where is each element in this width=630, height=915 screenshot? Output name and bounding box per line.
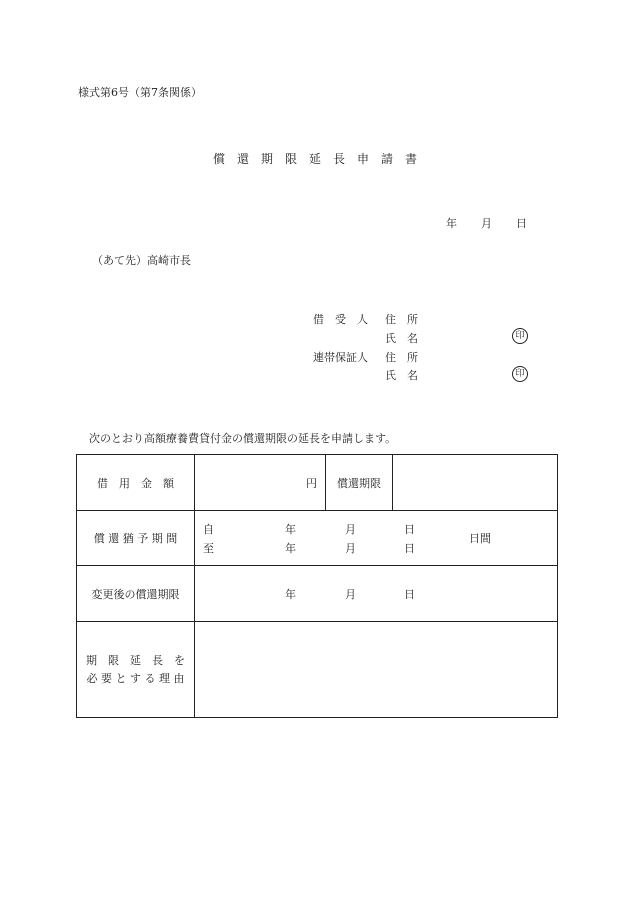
new-deadline-label: 変更後の償還期限	[77, 566, 195, 622]
loan-amount-field[interactable]	[195, 455, 326, 511]
borrower-name-label: 氏 名	[385, 332, 418, 345]
date-year: 年	[446, 217, 457, 230]
to-year: 年	[285, 542, 296, 555]
table-row-new-deadline	[77, 566, 558, 622]
grace-period-label: 償 還 猶 予 期 間	[77, 511, 195, 566]
borrower-address-label: 住 所	[385, 313, 418, 326]
document-title: 償 還 期 限 延 長 申 請 書	[213, 152, 418, 166]
repayment-deadline-label: 償還期限	[326, 455, 393, 511]
to-month: 月	[345, 542, 356, 555]
guarantor-seal-icon: 印	[512, 366, 528, 382]
from-month: 月	[345, 523, 356, 536]
date-month: 月	[481, 217, 492, 230]
reason-field[interactable]	[195, 622, 558, 718]
table-row-grace-period	[77, 511, 558, 566]
reason-label-line-1: 期 限 延 長 を	[86, 653, 185, 667]
grace-period-field[interactable]	[195, 511, 558, 566]
table-row-loan-amount	[77, 455, 558, 511]
new-deadline-month: 月	[345, 588, 356, 601]
application-table	[76, 454, 558, 718]
new-deadline-day: 日	[404, 588, 415, 601]
from-day: 日	[404, 523, 415, 536]
from-label: 自	[203, 523, 214, 536]
guarantor-address-label: 住 所	[385, 351, 418, 364]
guarantor-name-label: 氏 名	[385, 369, 418, 382]
days-count-label: 日間	[469, 532, 491, 545]
from-year: 年	[285, 523, 296, 536]
to-label: 至	[203, 542, 214, 555]
yen-unit: 円	[306, 477, 317, 490]
borrower-role: 借 受 人	[313, 313, 368, 326]
guarantor-role: 連帯保証人	[313, 351, 368, 364]
intro-text: 次のとおり高額療養費貸付金の償還期限の延長を申請します。	[89, 432, 397, 445]
table-row-reason	[77, 622, 558, 718]
new-deadline-year: 年	[285, 588, 296, 601]
form-number: 様式第6号（第7条関係）	[78, 86, 202, 99]
new-deadline-field[interactable]	[195, 566, 558, 622]
loan-amount-label: 借 用 金 額	[77, 455, 195, 511]
borrower-seal-icon: 印	[512, 328, 528, 344]
reason-label	[77, 622, 195, 718]
repayment-deadline-field[interactable]	[393, 455, 558, 511]
to-day: 日	[404, 542, 415, 555]
date-day: 日	[516, 217, 527, 230]
reason-label-line-2: 必 要 と す る 理 由	[86, 671, 185, 685]
addressee: （あて先）高崎市長	[92, 254, 191, 267]
